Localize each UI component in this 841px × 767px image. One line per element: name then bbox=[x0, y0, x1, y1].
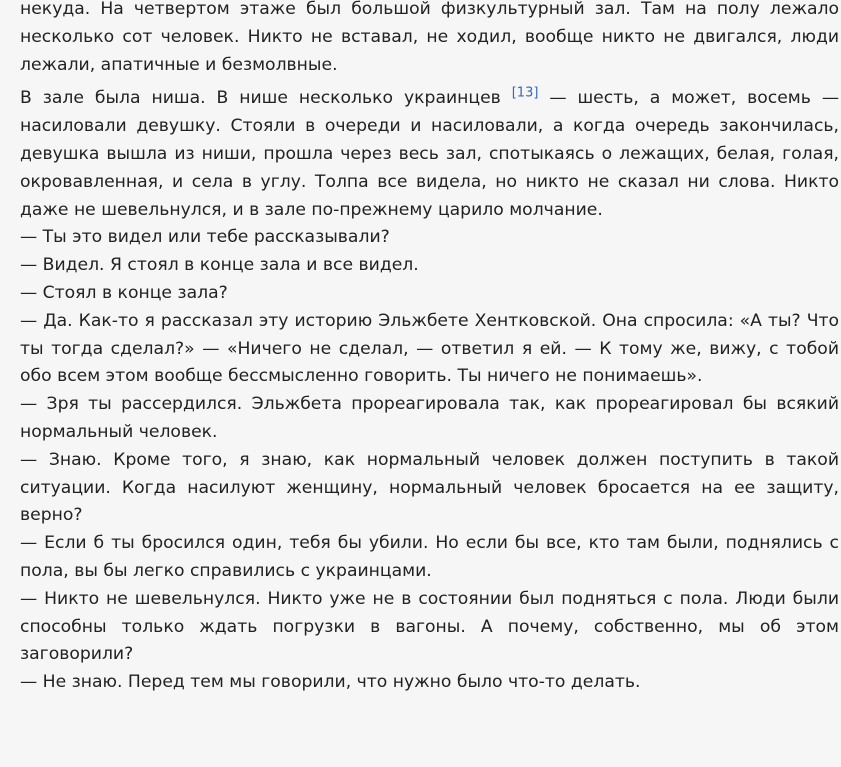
dialogue-line: — Зря ты рассердился. Эльжбета прореагировала так, как прореагировал бы всякий нормальный человек. bbox=[20, 394, 839, 442]
dialogue-line: — Ты это видел или тебе рассказывали? bbox=[20, 227, 390, 248]
dialogue-line: — Никто не шевельнулся. Никто уже не в состоянии был подняться с пола. Люди были способны только ждать погрузки в вагоны. А почему, собственно, мы об этом заговорили? bbox=[20, 588, 839, 665]
paragraph-text: — шесть, а может, восемь — насиловали девушку. Стояли в очереди и насиловали, а когда очередь закончилась, девушка вышла из ниши, прошла через весь зал, спотыкаясь о лежащих, белая, голая, окровавленная, и села в углу. Толпа все видела, но никто не сказал ни слова. Никто даже не шевельнулся, и в зале по-прежнему царило молчание. bbox=[20, 88, 840, 220]
dialogue-line: — Знаю. Кроме того, я знаю, как нормальный человек должен поступить в такой ситуации. Когда насилуют женщину, нормальный человек бросается на ее защиту, верно? bbox=[20, 449, 839, 526]
dialogue-line: — Если б ты бросился один, тебя бы убили. Но если бы все, кто там были, поднялись с пола, вы бы легко справились с украинцами. bbox=[20, 533, 839, 581]
paragraph: некуда. На четвертом этаже был большой физкультурный зал. Там на полу лежало несколько сот человек. Никто не вставал, не ходил, вообще никто не двигался, люди лежали, апатичные и безмолвные. bbox=[20, 0, 839, 75]
paragraph-text: В зале была ниша. В нише несколько украинцев bbox=[20, 88, 501, 109]
dialogue-line: — Стоял в конце зала? bbox=[20, 282, 228, 303]
footnote-link[interactable]: [13] bbox=[511, 85, 539, 101]
dialogue-line: — Видел. Я стоял в конце зала и все видел. bbox=[20, 255, 419, 276]
dialogue-line: — Да. Как-то я рассказал эту историю Эльжбете Хентковской. Она спросила: «А ты? Что ты тогда сделал?» — «Ничего не сделал, — ответил я ей. — К тому же, вижу, с тобой обо всем этом вообще бессмысленно говорить. Ты ничего не понимаешь». bbox=[20, 310, 839, 387]
paragraph bbox=[20, 85, 839, 224]
dialogue-line: — Не знаю. Перед тем мы говорили, что нужно было что-то делать. bbox=[20, 672, 641, 693]
